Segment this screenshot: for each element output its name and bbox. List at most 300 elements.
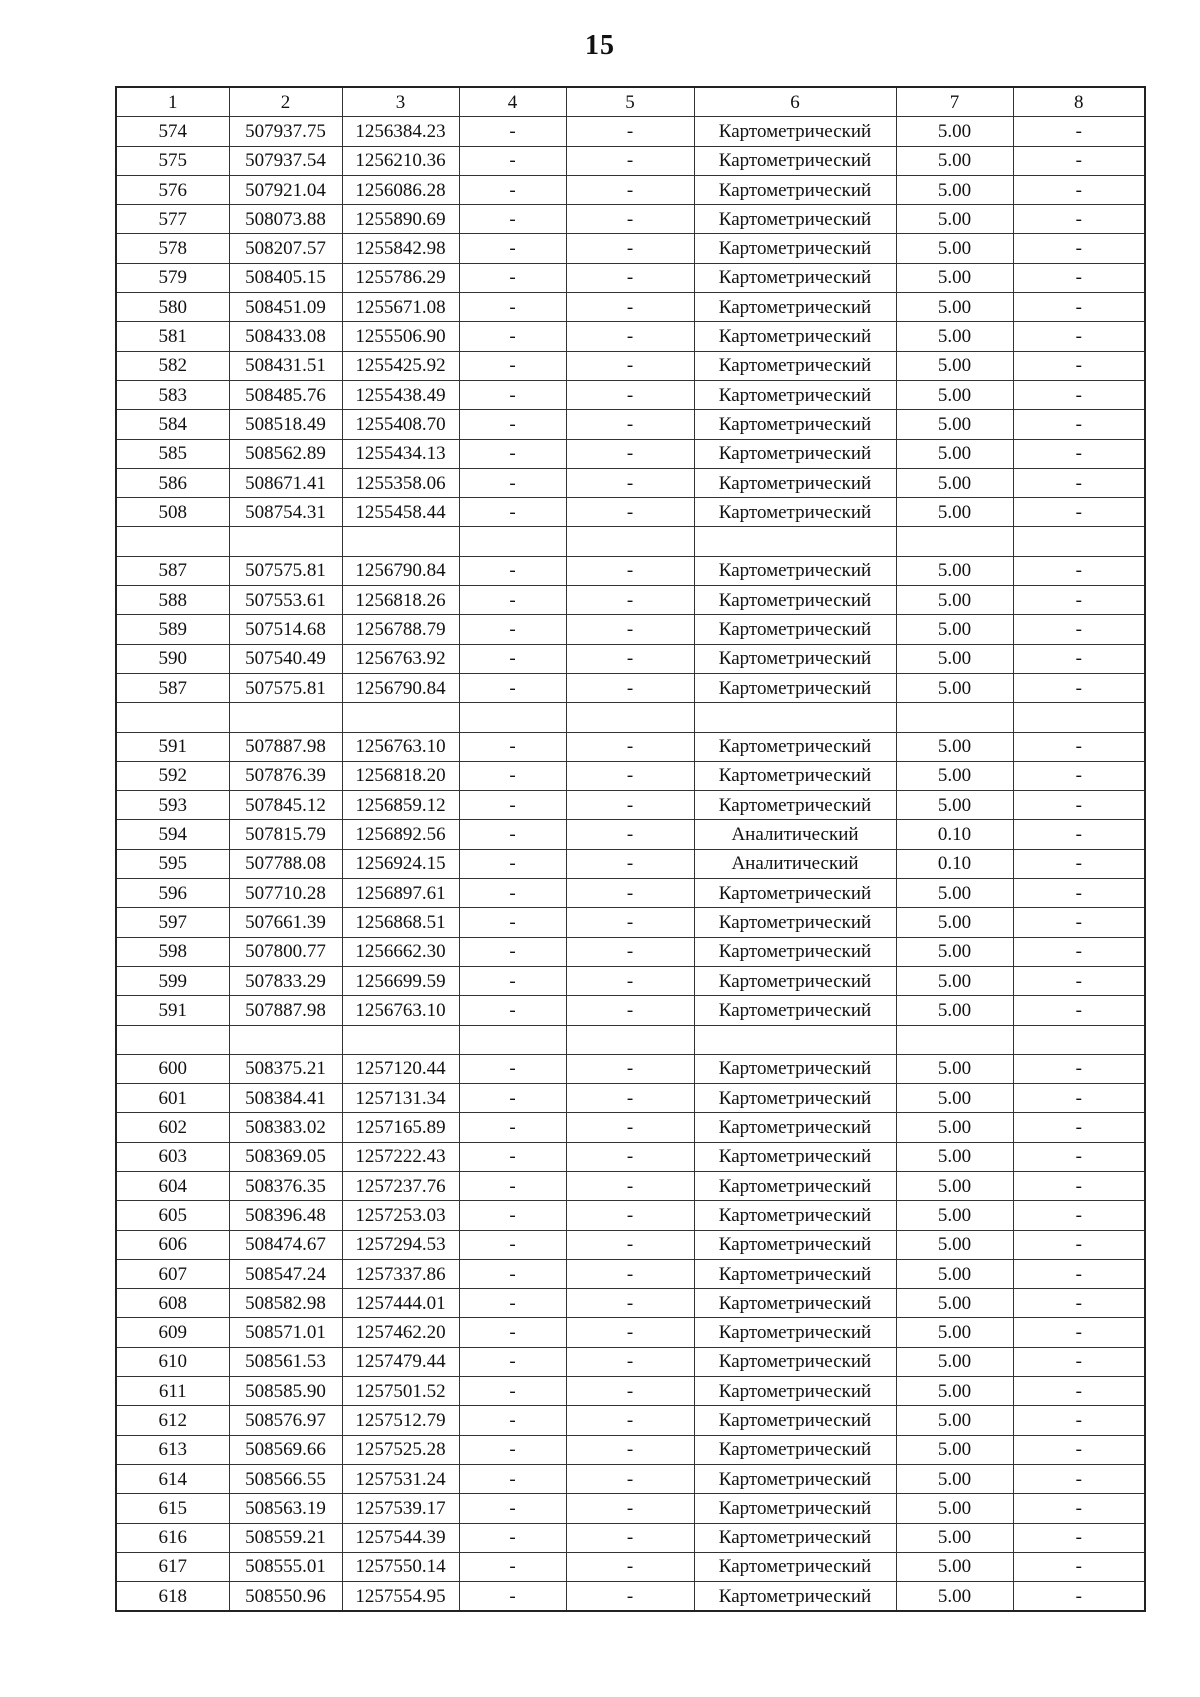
table-row [116,1201,1145,1230]
col-5-cell: - [566,937,694,966]
x-coordinate-cell: 508433.08 [229,322,342,351]
x-coordinate-cell: 507845.12 [229,791,342,820]
accuracy-cell: 5.00 [896,791,1013,820]
method-cell: Картометрический [694,175,896,204]
point-number-cell: 610 [116,1347,229,1376]
col-5-cell: - [566,1318,694,1347]
y-coordinate-cell: 1256868.51 [342,908,459,937]
accuracy-cell: 5.00 [896,1230,1013,1259]
method-cell: Картометрический [694,1230,896,1259]
col-5-cell: - [566,586,694,615]
table-row [116,293,1145,322]
accuracy-cell: 5.00 [896,1054,1013,1083]
x-coordinate-cell: 507514.68 [229,615,342,644]
col-4-cell: - [459,1406,566,1435]
accuracy-cell: 0.10 [896,820,1013,849]
col-8-cell: - [1013,117,1145,146]
col-4-cell: - [459,586,566,615]
accuracy-cell: 5.00 [896,380,1013,409]
accuracy-cell: 5.00 [896,879,1013,908]
point-number-cell: 586 [116,468,229,497]
accuracy-cell: 5.00 [896,1494,1013,1523]
y-coordinate-cell: 1256384.23 [342,117,459,146]
column-header-5: 5 [566,87,694,117]
method-cell: Картометрический [694,1552,896,1581]
col-4-cell: - [459,234,566,263]
y-coordinate-cell: 1257222.43 [342,1142,459,1171]
y-coordinate-cell: 1256924.15 [342,849,459,878]
point-number-cell: 605 [116,1201,229,1230]
col-5-cell: - [566,615,694,644]
empty-cell [566,1025,694,1054]
y-coordinate-cell: 1256763.10 [342,996,459,1025]
table-header [116,87,1145,117]
col-5-cell: - [566,1523,694,1552]
method-cell: Картометрический [694,293,896,322]
point-number-cell: 603 [116,1142,229,1171]
method-cell: Картометрический [694,996,896,1025]
y-coordinate-cell: 1255786.29 [342,263,459,292]
method-cell: Картометрический [694,1084,896,1113]
accuracy-cell: 5.00 [896,410,1013,439]
table-row [116,498,1145,527]
empty-cell [459,527,566,556]
y-coordinate-cell: 1256662.30 [342,937,459,966]
col-4-cell: - [459,879,566,908]
col-8-cell: - [1013,615,1145,644]
col-4-cell: - [459,1582,566,1612]
col-8-cell: - [1013,1582,1145,1612]
table-row [116,1435,1145,1464]
col-8-cell: - [1013,1494,1145,1523]
point-number-cell: 609 [116,1318,229,1347]
col-8-cell: - [1013,439,1145,468]
col-8-cell: - [1013,1142,1145,1171]
empty-cell [694,703,896,732]
x-coordinate-cell: 508547.24 [229,1259,342,1288]
col-8-cell: - [1013,586,1145,615]
method-cell: Картометрический [694,1464,896,1493]
table-row [116,1523,1145,1552]
y-coordinate-cell: 1255671.08 [342,293,459,322]
accuracy-cell: 5.00 [896,1201,1013,1230]
table-row [116,205,1145,234]
accuracy-cell: 5.00 [896,1582,1013,1612]
point-number-cell: 576 [116,175,229,204]
method-cell: Картометрический [694,380,896,409]
col-5-cell: - [566,966,694,995]
col-4-cell: - [459,761,566,790]
col-8-cell: - [1013,410,1145,439]
point-number-cell: 587 [116,673,229,702]
point-number-cell: 581 [116,322,229,351]
method-cell: Картометрический [694,234,896,263]
col-8-cell: - [1013,234,1145,263]
point-number-cell: 508 [116,498,229,527]
col-5-cell: - [566,1113,694,1142]
point-number-cell: 616 [116,1523,229,1552]
col-4-cell: - [459,410,566,439]
method-cell: Картометрический [694,879,896,908]
column-header-7: 7 [896,87,1013,117]
point-number-cell: 618 [116,1582,229,1612]
col-8-cell: - [1013,761,1145,790]
col-4-cell: - [459,937,566,966]
col-4-cell: - [459,1347,566,1376]
x-coordinate-cell: 508754.31 [229,498,342,527]
col-5-cell: - [566,293,694,322]
x-coordinate-cell: 507800.77 [229,937,342,966]
col-4-cell: - [459,1201,566,1230]
separator-row [116,527,1145,556]
y-coordinate-cell: 1257479.44 [342,1347,459,1376]
x-coordinate-cell: 508585.90 [229,1377,342,1406]
accuracy-cell: 5.00 [896,1464,1013,1493]
x-coordinate-cell: 507815.79 [229,820,342,849]
page-number: 15 [585,30,615,61]
accuracy-cell: 5.00 [896,556,1013,585]
table-row [116,996,1145,1025]
table-row [116,1318,1145,1347]
col-8-cell: - [1013,175,1145,204]
x-coordinate-cell: 508431.51 [229,351,342,380]
empty-cell [896,527,1013,556]
y-coordinate-cell: 1257544.39 [342,1523,459,1552]
col-5-cell: - [566,1259,694,1288]
col-4-cell: - [459,1289,566,1318]
accuracy-cell: 5.00 [896,996,1013,1025]
table-row [116,849,1145,878]
y-coordinate-cell: 1256790.84 [342,673,459,702]
col-8-cell: - [1013,820,1145,849]
table-row [116,791,1145,820]
x-coordinate-cell: 507661.39 [229,908,342,937]
col-8-cell: - [1013,1084,1145,1113]
method-cell: Картометрический [694,1435,896,1464]
point-number-cell: 588 [116,586,229,615]
empty-cell [694,1025,896,1054]
x-coordinate-cell: 507575.81 [229,556,342,585]
point-number-cell: 580 [116,293,229,322]
table-row [116,117,1145,146]
col-4-cell: - [459,732,566,761]
col-4-cell: - [459,322,566,351]
point-number-cell: 611 [116,1377,229,1406]
col-5-cell: - [566,1582,694,1612]
col-5-cell: - [566,410,694,439]
y-coordinate-cell: 1257462.20 [342,1318,459,1347]
empty-cell [116,1025,229,1054]
y-coordinate-cell: 1256788.79 [342,615,459,644]
x-coordinate-cell: 508563.19 [229,1494,342,1523]
method-cell: Картометрический [694,791,896,820]
accuracy-cell: 5.00 [896,1318,1013,1347]
y-coordinate-cell: 1257120.44 [342,1054,459,1083]
col-4-cell: - [459,293,566,322]
col-8-cell: - [1013,791,1145,820]
x-coordinate-cell: 507788.08 [229,849,342,878]
accuracy-cell: 5.00 [896,1113,1013,1142]
table-row [116,761,1145,790]
col-8-cell: - [1013,146,1145,175]
table-row [116,1347,1145,1376]
accuracy-cell: 5.00 [896,937,1013,966]
accuracy-cell: 5.00 [896,293,1013,322]
accuracy-cell: 5.00 [896,615,1013,644]
x-coordinate-cell: 508485.76 [229,380,342,409]
col-4-cell: - [459,1377,566,1406]
col-8-cell: - [1013,1435,1145,1464]
col-5-cell: - [566,1377,694,1406]
point-number-cell: 604 [116,1171,229,1200]
method-cell: Картометрический [694,732,896,761]
x-coordinate-cell: 508384.41 [229,1084,342,1113]
method-cell: Картометрический [694,263,896,292]
col-8-cell: - [1013,1054,1145,1083]
col-5-cell: - [566,175,694,204]
y-coordinate-cell: 1257237.76 [342,1171,459,1200]
table-row [116,1582,1145,1612]
col-5-cell: - [566,732,694,761]
table-row [116,673,1145,702]
accuracy-cell: 5.00 [896,586,1013,615]
point-number-cell: 584 [116,410,229,439]
point-number-cell: 587 [116,556,229,585]
col-5-cell: - [566,820,694,849]
col-4-cell: - [459,146,566,175]
accuracy-cell: 5.00 [896,263,1013,292]
y-coordinate-cell: 1257444.01 [342,1289,459,1318]
col-5-cell: - [566,1552,694,1581]
table-row [116,937,1145,966]
col-5-cell: - [566,439,694,468]
empty-cell [229,703,342,732]
col-4-cell: - [459,644,566,673]
table-row [116,615,1145,644]
accuracy-cell: 5.00 [896,908,1013,937]
col-4-cell: - [459,820,566,849]
accuracy-cell: 5.00 [896,1347,1013,1376]
col-8-cell: - [1013,673,1145,702]
col-5-cell: - [566,761,694,790]
point-number-cell: 596 [116,879,229,908]
col-8-cell: - [1013,351,1145,380]
accuracy-cell: 5.00 [896,644,1013,673]
table-row [116,1171,1145,1200]
column-header-3: 3 [342,87,459,117]
x-coordinate-cell: 508550.96 [229,1582,342,1612]
col-5-cell: - [566,1464,694,1493]
col-4-cell: - [459,1259,566,1288]
col-4-cell: - [459,849,566,878]
accuracy-cell: 5.00 [896,1142,1013,1171]
method-cell: Картометрический [694,556,896,585]
method-cell: Картометрический [694,586,896,615]
col-5-cell: - [566,1084,694,1113]
y-coordinate-cell: 1256699.59 [342,966,459,995]
y-coordinate-cell: 1255425.92 [342,351,459,380]
col-4-cell: - [459,380,566,409]
method-cell: Картометрический [694,205,896,234]
col-5-cell: - [566,849,694,878]
method-cell: Картометрический [694,1582,896,1612]
empty-cell [1013,703,1145,732]
col-5-cell: - [566,468,694,497]
y-coordinate-cell: 1256763.10 [342,732,459,761]
col-5-cell: - [566,996,694,1025]
accuracy-cell: 5.00 [896,1084,1013,1113]
y-coordinate-cell: 1255434.13 [342,439,459,468]
table-row [116,1084,1145,1113]
accuracy-cell: 5.00 [896,673,1013,702]
method-cell: Картометрический [694,937,896,966]
accuracy-cell: 5.00 [896,498,1013,527]
method-cell: Картометрический [694,966,896,995]
table-row [116,879,1145,908]
point-number-cell: 594 [116,820,229,849]
x-coordinate-cell: 507887.98 [229,732,342,761]
col-4-cell: - [459,556,566,585]
x-coordinate-cell: 508566.55 [229,1464,342,1493]
method-cell: Картометрический [694,673,896,702]
table-row [116,322,1145,351]
col-4-cell: - [459,498,566,527]
col-4-cell: - [459,673,566,702]
col-4-cell: - [459,615,566,644]
x-coordinate-cell: 508559.21 [229,1523,342,1552]
y-coordinate-cell: 1255438.49 [342,380,459,409]
accuracy-cell: 5.00 [896,1435,1013,1464]
table-row [116,1494,1145,1523]
table-row [116,263,1145,292]
accuracy-cell: 5.00 [896,732,1013,761]
point-number-cell: 615 [116,1494,229,1523]
separator-row [116,703,1145,732]
y-coordinate-cell: 1255458.44 [342,498,459,527]
col-8-cell: - [1013,498,1145,527]
col-5-cell: - [566,1230,694,1259]
col-4-cell: - [459,908,566,937]
accuracy-cell: 5.00 [896,1171,1013,1200]
column-header-8: 8 [1013,87,1145,117]
x-coordinate-cell: 508383.02 [229,1113,342,1142]
method-cell: Картометрический [694,322,896,351]
x-coordinate-cell: 507937.54 [229,146,342,175]
col-5-cell: - [566,146,694,175]
method-cell: Аналитический [694,820,896,849]
table-row [116,1230,1145,1259]
col-4-cell: - [459,1435,566,1464]
x-coordinate-cell: 508671.41 [229,468,342,497]
x-coordinate-cell: 508376.35 [229,1171,342,1200]
col-4-cell: - [459,117,566,146]
col-5-cell: - [566,1171,694,1200]
table-row [116,468,1145,497]
col-5-cell: - [566,263,694,292]
x-coordinate-cell: 507575.81 [229,673,342,702]
x-coordinate-cell: 508576.97 [229,1406,342,1435]
col-8-cell: - [1013,322,1145,351]
point-number-cell: 589 [116,615,229,644]
col-4-cell: - [459,205,566,234]
col-5-cell: - [566,1201,694,1230]
separator-row [116,1025,1145,1054]
x-coordinate-cell: 508518.49 [229,410,342,439]
point-number-cell: 591 [116,732,229,761]
method-cell: Картометрический [694,1171,896,1200]
y-coordinate-cell: 1257501.52 [342,1377,459,1406]
table-row [116,175,1145,204]
empty-cell [342,527,459,556]
table-row [116,908,1145,937]
col-8-cell: - [1013,263,1145,292]
empty-cell [116,527,229,556]
method-cell: Картометрический [694,1054,896,1083]
col-8-cell: - [1013,879,1145,908]
point-number-cell: 607 [116,1259,229,1288]
col-8-cell: - [1013,996,1145,1025]
col-5-cell: - [566,879,694,908]
y-coordinate-cell: 1257165.89 [342,1113,459,1142]
table-row [116,1054,1145,1083]
y-coordinate-cell: 1257531.24 [342,1464,459,1493]
col-8-cell: - [1013,1171,1145,1200]
col-5-cell: - [566,234,694,263]
col-5-cell: - [566,556,694,585]
point-number-cell: 608 [116,1289,229,1318]
method-cell: Картометрический [694,498,896,527]
x-coordinate-cell: 507833.29 [229,966,342,995]
y-coordinate-cell: 1256818.26 [342,586,459,615]
col-8-cell: - [1013,1318,1145,1347]
col-5-cell: - [566,117,694,146]
method-cell: Картометрический [694,410,896,439]
col-5-cell: - [566,1494,694,1523]
empty-cell [229,527,342,556]
table-row [116,1289,1145,1318]
col-4-cell: - [459,468,566,497]
method-cell: Картометрический [694,1377,896,1406]
empty-cell [566,703,694,732]
method-cell: Картометрический [694,117,896,146]
x-coordinate-cell: 507710.28 [229,879,342,908]
empty-cell [566,527,694,556]
method-cell: Картометрический [694,1494,896,1523]
x-coordinate-cell: 508555.01 [229,1552,342,1581]
point-number-cell: 600 [116,1054,229,1083]
x-coordinate-cell: 507921.04 [229,175,342,204]
method-cell: Картометрический [694,1113,896,1142]
col-4-cell: - [459,1113,566,1142]
point-number-cell: 612 [116,1406,229,1435]
col-8-cell: - [1013,380,1145,409]
table-row [116,234,1145,263]
col-5-cell: - [566,322,694,351]
accuracy-cell: 5.00 [896,1259,1013,1288]
method-cell: Картометрический [694,644,896,673]
col-4-cell: - [459,175,566,204]
accuracy-cell: 5.00 [896,234,1013,263]
table-row [116,644,1145,673]
method-cell: Картометрический [694,761,896,790]
empty-cell [694,527,896,556]
col-4-cell: - [459,1054,566,1083]
method-cell: Картометрический [694,1201,896,1230]
method-cell: Картометрический [694,351,896,380]
point-number-cell: 585 [116,439,229,468]
col-8-cell: - [1013,205,1145,234]
col-4-cell: - [459,1142,566,1171]
